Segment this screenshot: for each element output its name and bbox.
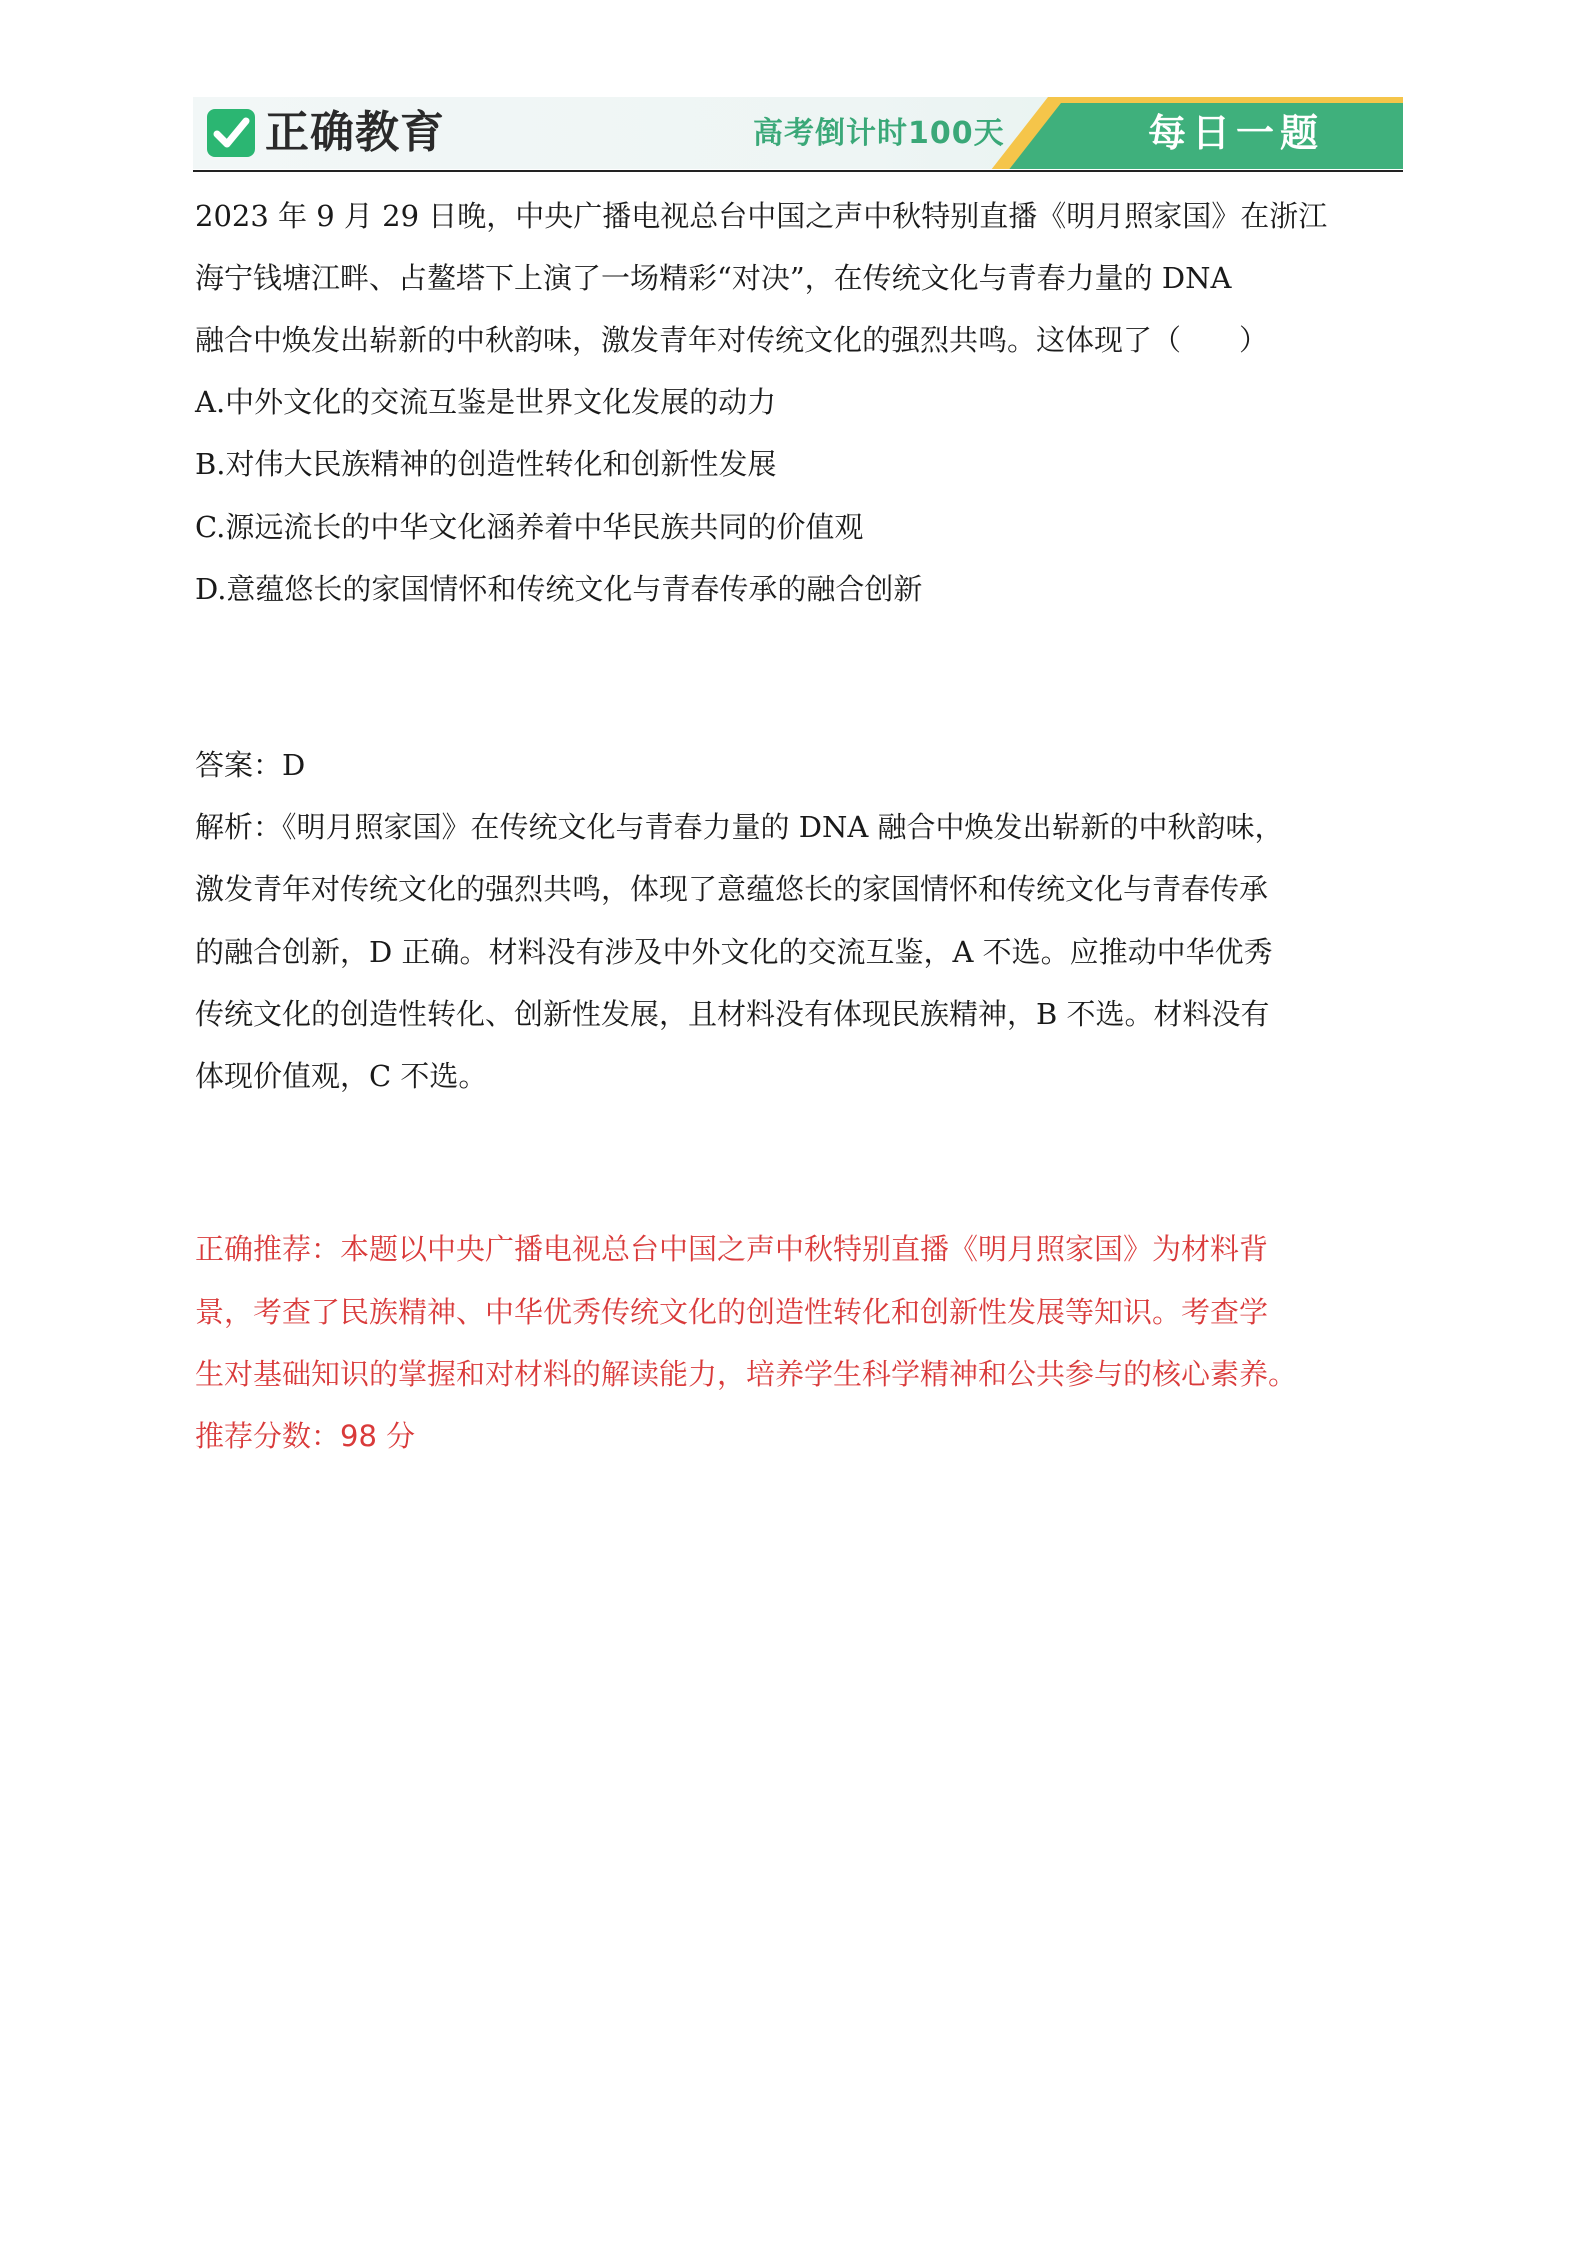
question-stem-line: 融合中焕发出崭新的中秋韵味，激发青年对传统文化的强烈共鸣。这体现了（ ） <box>195 323 1269 357</box>
option-a: A.中外文化的交流互鉴是世界文化发展的动力 <box>195 385 777 419</box>
option-c: C.源远流长的中华文化涵养着中华民族共同的价值观 <box>195 510 864 544</box>
daily-question-tag: 每日一题 <box>1148 111 1325 155</box>
recommendation-line: 生对基础知识的掌握和对材料的解读能力，培养学生科学精神和公共参与的核心素养。 <box>195 1357 1298 1391</box>
countdown-label: 高考倒计时100天 <box>753 116 1005 151</box>
recommendation-score: 推荐分数：98 分 <box>195 1419 416 1453</box>
analysis-line: 体现价值观，C 不选。 <box>195 1059 488 1093</box>
recommendation-line: 景，考查了民族精神、中华优秀传统文化的创造性转化和创新性发展等知识。考查学 <box>195 1295 1269 1329</box>
analysis-line: 传统文化的创造性转化、创新性发展，且材料没有体现民族精神，B 不选。材料没有 <box>195 997 1270 1031</box>
brand-name: 正确教育 <box>265 107 445 158</box>
option-b: B.对伟大民族精神的创造性转化和创新性发展 <box>195 447 777 481</box>
recommendation-line: 正确推荐：本题以中央广播电视总台中国之声中秋特别直播《明月照家国》为材料背 <box>195 1232 1269 1266</box>
answer-text: 答案：D <box>195 748 306 782</box>
option-d: D.意蕴悠长的家国情怀和传统文化与青春传承的融合创新 <box>195 572 923 606</box>
header-banner <box>193 97 1403 169</box>
checkmark-icon <box>207 109 255 157</box>
analysis-line: 的融合创新，D 正确。材料没有涉及中外文化的交流互鉴，A 不选。应推动中华优秀 <box>195 935 1273 969</box>
question-stem-line: 2023 年 9 月 29 日晚，中央广播电视总台中国之声中秋特别直播《明月照家国》在浙江 <box>195 199 1328 233</box>
question-stem-line: 海宁钱塘江畔、占鳌塔下上演了一场精彩“对决”，在传统文化与青春力量的 DNA <box>195 261 1232 295</box>
analysis-line: 解析：《明月照家国》在传统文化与青春力量的 DNA 融合中焕发出崭新的中秋韵味， <box>195 810 1284 844</box>
header-divider <box>193 170 1403 172</box>
analysis-line: 激发青年对传统文化的强烈共鸣，体现了意蕴悠长的家国情怀和传统文化与青春传承 <box>195 872 1269 906</box>
